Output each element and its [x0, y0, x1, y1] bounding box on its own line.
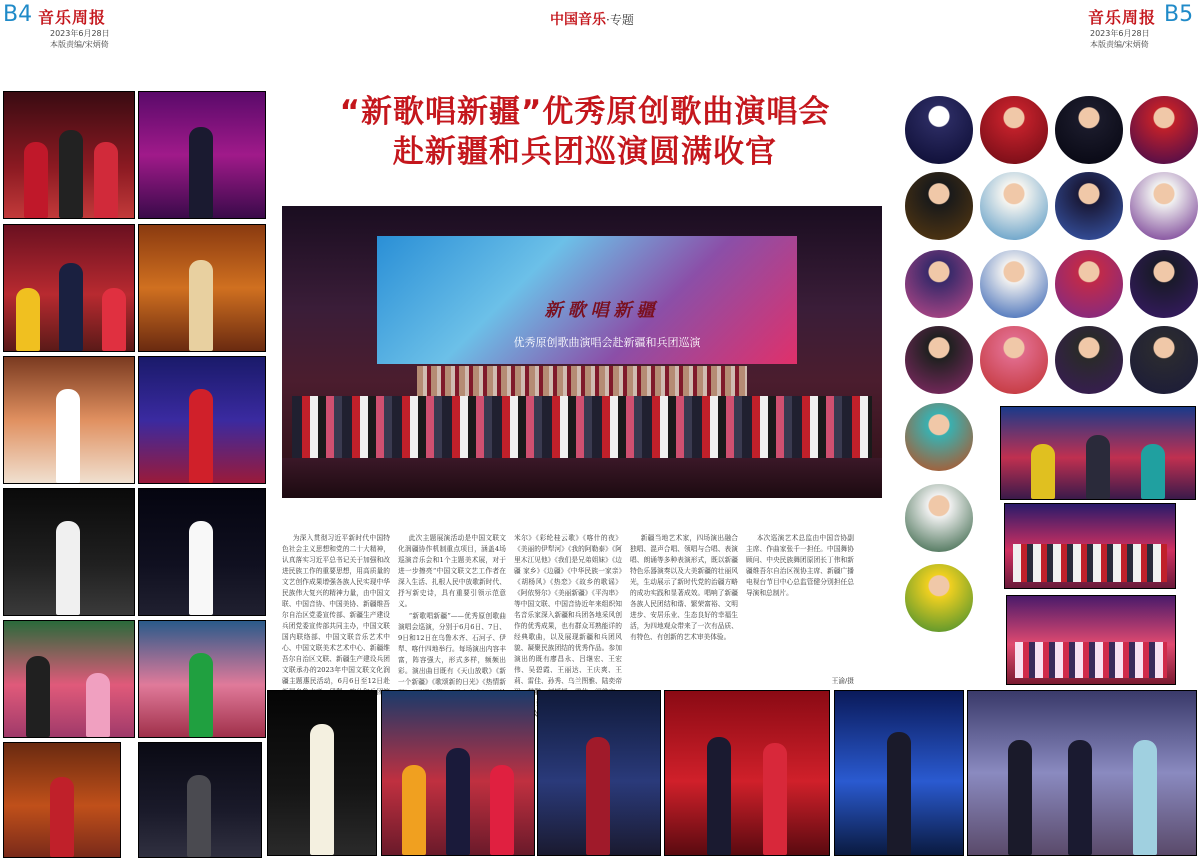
performer-figure — [187, 775, 211, 857]
performer-figure — [490, 765, 514, 855]
performer-figure — [50, 777, 74, 857]
center-brand: 中国音乐 — [550, 12, 606, 28]
performer-figure — [586, 737, 610, 855]
performance-photo — [3, 488, 135, 616]
performer-figure — [1086, 435, 1110, 499]
performer-figure — [402, 765, 426, 855]
portrait-circle — [904, 95, 974, 165]
performers-line — [1013, 544, 1167, 582]
stage-floor — [282, 458, 882, 498]
performer-figure — [446, 748, 470, 855]
performance-photo — [967, 690, 1197, 856]
performer-figure — [26, 656, 50, 737]
performance-photo — [3, 356, 135, 484]
performance-photo — [537, 690, 661, 856]
article-column-byline — [746, 676, 854, 687]
performer-figure — [102, 288, 126, 351]
performer-figure — [59, 130, 83, 218]
performer-figure — [189, 127, 213, 218]
editor-left-text: 本版责编/宋炳倚 — [50, 40, 109, 49]
editor-right-text: 本版责编/宋炳倚 — [1090, 40, 1149, 49]
performer-figure — [707, 737, 731, 855]
masthead-left: 音乐周报 — [38, 8, 107, 27]
article-paragraph: 新疆当地艺术家，四场演出融合独唱、混声合唱、领唱与合唱、表演唱、朗诵等多种表演形式，既以新疆特色乐器演奏以及大美新疆的壮丽风光，生动展示了新时代党的治疆方略的成功实践和显著成效。唱响了新疆各族人民团结和谐、繁荣富裕、文明进步、安居乐业、生态良好的幸福生活，为四地观众带来了一次有品质、有特色、有创新的艺术审美体验。 — [630, 534, 738, 641]
center-section: ·专题 — [606, 13, 634, 27]
portrait-circle — [904, 563, 974, 633]
performance-photo — [381, 690, 535, 856]
page-title — [265, 92, 905, 172]
portrait-circle — [1129, 171, 1199, 241]
portrait-circle — [904, 249, 974, 319]
performer-figure — [189, 653, 213, 737]
performer-figure — [189, 260, 213, 351]
performance-photo — [664, 690, 830, 856]
performer-figure — [189, 521, 213, 616]
performance-photo — [267, 690, 377, 856]
portrait-circle — [979, 171, 1049, 241]
article-paragraph: 本次巡演艺术总监由中国音协副主席、作曲家张千一担任。中国舞协顾问、中央民族舞团原团长丁伟和新疆维吾尔自治区视协主席、新疆广播电视台节目中心总监管健分别担任总导演和总制片。 — [746, 534, 854, 597]
performer-figure — [56, 521, 80, 616]
article-byline: 王渝/摄 — [831, 677, 854, 685]
performance-photo — [1000, 406, 1196, 500]
performers-line — [292, 396, 872, 466]
performers-line — [1015, 642, 1167, 678]
performer-figure — [24, 142, 48, 218]
performance-photo — [138, 224, 266, 352]
performer-figure — [1068, 740, 1092, 855]
performer-figure — [763, 743, 787, 855]
performance-photo — [3, 91, 135, 219]
portrait-circle — [1054, 325, 1124, 395]
article-column-5 — [746, 533, 854, 599]
masthead-right: 音乐周报 — [1088, 8, 1157, 27]
performer-figure — [1031, 444, 1055, 499]
performance-photo — [3, 620, 135, 738]
portrait-circle — [1054, 95, 1124, 165]
performance-photo — [1006, 595, 1176, 685]
performer-figure — [310, 724, 334, 855]
date-left-text: 2023年6月28日 — [50, 29, 110, 38]
performance-photo — [834, 690, 964, 856]
portrait-circle — [904, 171, 974, 241]
article-paragraph: 此次主题展演活动是中国文联文化润疆协作机制重点项目，涵盖4场巡演音乐会和1个主题美术展，对于进一步擦亮“中国文联文艺工作者在深入生活、扎根人民中放歌新时代、抒写新史诗，具有重要引领示范意义。 — [398, 534, 506, 608]
portrait-circle — [1129, 325, 1199, 395]
article-paragraph: 米尔》《彩纶桂云歌》《喀什的夜》《美丽的伊犁河》《我的阿勒泰》《阿里木江见他》《我们是兄弟姐妹》《边疆 家乡》《边疆》《中华民族一家亲》《胡杨风》《热恋》《故乡的歌谣》《阿依努尔》《美丽新疆》《平沟串》等中国文联、中国音协近年来组织知名音乐家深入新疆和兵团各地采风创作的优秀成果，也有群众耳熟能详的经典歌曲，以及展现新疆和兵团风貌、凝聚民族团结的优秀作品。参加演出的既有廖昌永、吕继宏、王宏伟、吴碧霞、王丽达、王庆爽、王莉、雷佳、孙秀、乌兰图雅、陆奕帝 — [514, 534, 622, 685]
article-paragraph: “新歌唱新疆”——优秀原创歌曲演唱会巡演，分别于6月6日、7日、9日和12日在乌鲁木齐、石河子、伊犁、喀什四地举行。每场演出内容丰富，阵容强大，形式多样，频频出彩。演出曲目既有《天山放歌》《新一个新疆》《歌颂新的日光》《热情新 — [398, 612, 506, 686]
title-line-1: “新歌唱新疆”优秀原创歌曲演唱会 — [339, 94, 831, 130]
performance-photo — [138, 620, 266, 738]
page-number-left: B4 — [3, 2, 33, 27]
date-right — [1090, 28, 1150, 50]
performer-figure — [1133, 740, 1157, 855]
article-paragraph: 为深入贯彻习近平新时代中国特色社会主义思想和党的二十大精神，认真落实习近平总书记关于加强和改进民族工作的重要思想，用高质量的文艺创作成果增强各族人民实现中华民族伟大复兴的精神力量，由中国文联、中国音协、中国美协、新疆维吾尔自治区党委宣传部、新疆生产建设兵团党委宣传部共同主办，中国文联国内联络部、中国文联音乐艺术中心、中国文联美术艺术中心、新疆维吾尔自治区文联、新疆生产建设兵团文联承办的2023年中国文联文化润疆主题惠民活动，6月6日至12日赴 团 — [282, 534, 390, 696]
performance-photo — [3, 224, 135, 352]
performer-figure — [59, 263, 83, 351]
title-line-2: 赴新疆和兵团巡演圆满收官 — [393, 134, 777, 170]
portrait-circle — [904, 325, 974, 395]
portrait-circle — [1054, 171, 1124, 241]
hero-stage-photo — [282, 206, 882, 498]
performance-photo — [138, 356, 266, 484]
article-column-1 — [282, 533, 390, 709]
performance-photo — [3, 742, 121, 858]
date-left — [50, 28, 110, 50]
performance-photo — [1004, 503, 1176, 589]
center-masthead — [550, 9, 634, 29]
performer-figure — [189, 389, 213, 484]
stage-banner-subtitle: 优秀原创歌曲演唱会赴新疆和兵团巡演 — [513, 336, 701, 349]
performer-figure — [94, 142, 118, 218]
portrait-circle — [1129, 95, 1199, 165]
performer-figure — [86, 673, 110, 737]
stage-banner-text: 新歌唱新疆 — [544, 300, 660, 321]
performer-figure — [1008, 740, 1032, 855]
performance-photo — [138, 91, 266, 219]
performer-figure — [887, 732, 911, 855]
portrait-circle — [904, 483, 974, 553]
date-right-text: 2023年6月28日 — [1090, 29, 1150, 38]
portrait-circle — [1054, 249, 1124, 319]
portrait-circle — [979, 325, 1049, 395]
page-number-right: B5 — [1164, 2, 1194, 27]
portrait-circle — [904, 402, 974, 472]
article-column-4 — [630, 533, 738, 643]
portrait-circle — [979, 249, 1049, 319]
performer-figure — [1141, 444, 1165, 499]
performance-photo — [138, 488, 266, 616]
portrait-circle — [979, 95, 1049, 165]
performer-figure — [56, 389, 80, 484]
performance-photo — [138, 742, 262, 858]
performer-figure — [16, 288, 40, 351]
portrait-circle — [1129, 249, 1199, 319]
